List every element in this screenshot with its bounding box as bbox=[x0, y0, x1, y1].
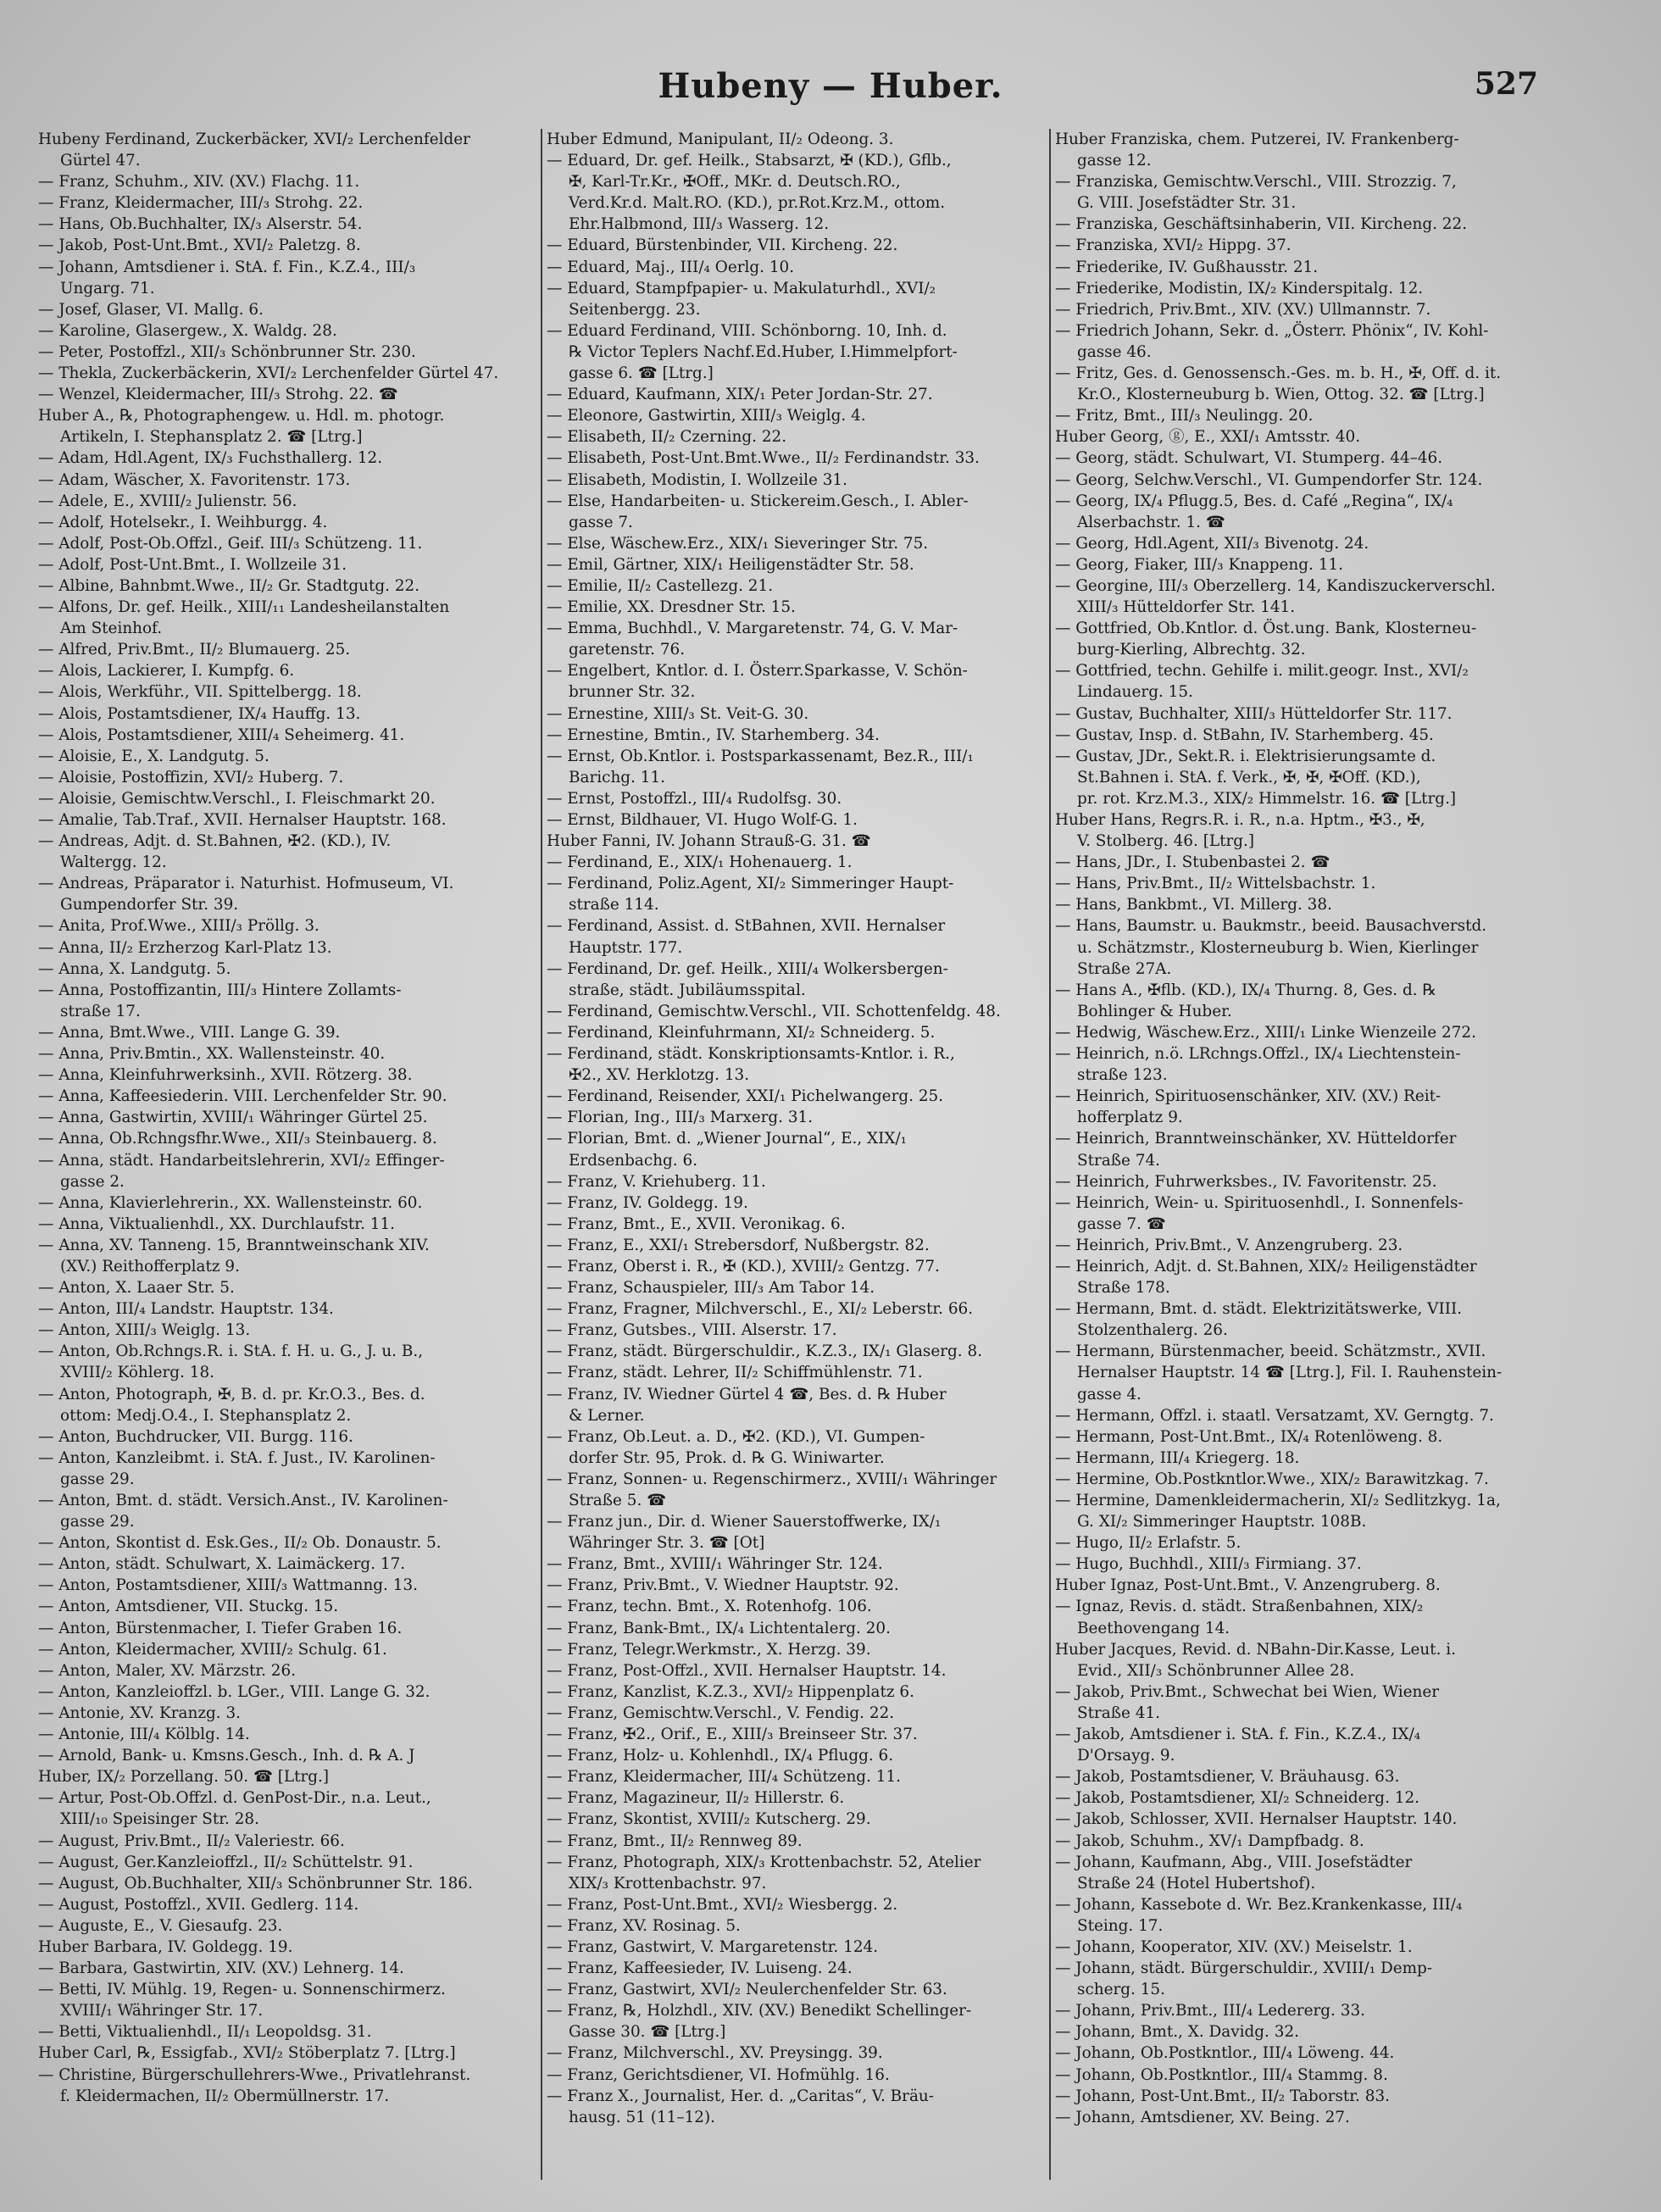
directory-entry-line: — Peter, Postoffzl., XII/₃ Schönbrunner Str. 230. bbox=[38, 342, 416, 361]
directory-entry-line: — Franz, Ob.Leut. a. D., ✠2. (KD.), VI. Gumpen- bbox=[547, 1427, 925, 1446]
directory-entry-line: — Hans, JDr., I. Stubenbastei 2. ☎ bbox=[1055, 853, 1330, 872]
directory-entry-line: f. Kleidermachen, II/₂ Obermüllnerstr. 17. bbox=[60, 2087, 390, 2105]
directory-entry-line: — Franz, Kanzlist, K.Z.3., XVI/₂ Hippenplatz 6. bbox=[547, 1682, 914, 1701]
directory-entry-line: — Franz, Kaffeesieder, IV. Luiseng. 24. bbox=[547, 1959, 853, 1978]
directory-entry-line: — Anna, XV. Tanneng. 15, Branntweinschank XIV. bbox=[38, 1236, 430, 1254]
page-title: Hubeny — Huber. bbox=[658, 66, 1003, 106]
directory-entry-line: — Karoline, Glasergew., X. Waldg. 28. bbox=[38, 321, 337, 340]
directory-entry-line: XIX/₃ Krottenbachstr. 97. bbox=[569, 1874, 767, 1892]
directory-entry-line: — Ferdinand, Poliz.Agent, XI/₂ Simmeringer Haupt- bbox=[547, 875, 954, 893]
directory-entry-line: burg-Kierling, Albrechtg. 32. bbox=[1077, 641, 1306, 659]
directory-entry-line: — Friedrich Johann, Sekr. d. „Österr. Phönix“, IV. Kohl- bbox=[1055, 321, 1489, 340]
directory-entry-line: — Hans A., ✠flb. (KD.), IX/₄ Thurng. 8, Ges. d. ℞ bbox=[1055, 981, 1436, 999]
directory-entry-line: — Hedwig, Wäschew.Erz., XIII/₁ Linke Wienzeile 272. bbox=[1055, 1023, 1476, 1042]
directory-entry-line: — Adolf, Post-Unt.Bmt., I. Wollzeile 31. bbox=[38, 555, 347, 574]
directory-entry-line: — Alfons, Dr. gef. Heilk., XIII/₁₁ Landesheilanstalten bbox=[38, 598, 450, 617]
directory-entry-line: — Georg, städt. Schulwart, VI. Stumperg. 44–46. bbox=[1055, 449, 1443, 468]
directory-entry-line: — Alois, Postamtsdiener, XIII/₄ Seheimerg. 41. bbox=[38, 725, 405, 744]
directory-entry-line: dorfer Str. 95, Prok. d. ℞ G. Winiwarter. bbox=[569, 1448, 885, 1467]
directory-entry-line: XVIII/₂ Köhlerg. 18. bbox=[60, 1364, 215, 1382]
directory-entry-line: — Johann, Kaufmann, Abg., VIII. Josefstädter bbox=[1055, 1853, 1413, 1871]
directory-entry-line: Barichg. 11. bbox=[569, 768, 666, 786]
directory-entry-line: — Ferdinand, Kleinfuhrmann, XI/₂ Schneiderg. 5. bbox=[547, 1023, 936, 1042]
directory-entry-line: gasse 29. bbox=[60, 1470, 135, 1488]
directory-entry-line: — Betti, Viktualienhdl., II/₁ Leopoldsg. 31. bbox=[38, 2023, 372, 2042]
directory-entry-line: — Hans, Ob.Buchhalter, IX/₃ Alserstr. 54. bbox=[38, 215, 363, 234]
directory-entry-line: — Ernestine, Bmtin., IV. Starhemberg. 34. bbox=[547, 725, 880, 744]
directory-entry-line: Hubeny Ferdinand, Zuckerbäcker, XVI/₂ Lerchenfelder bbox=[38, 131, 470, 148]
directory-entry-line: — Emil, Gärtner, XIX/₁ Heiligenstädter Str. 58. bbox=[547, 555, 914, 574]
directory-entry-line: — Friederike, IV. Gußhausstr. 21. bbox=[1055, 258, 1319, 276]
directory-entry-line: — Adam, Wäscher, X. Favoritenstr. 173. bbox=[38, 470, 351, 489]
directory-entry-line: u. Schätzmstr., Klosterneuburg b. Wien, Kierlinger bbox=[1077, 938, 1479, 957]
directory-entry-line: — Alois, Werkführ., VII. Spittelbergg. 18. bbox=[38, 683, 362, 702]
directory-entry-line: — Elisabeth, Post-Unt.Bmt.Wwe., II/₂ Ferdinandstr. 33. bbox=[547, 449, 980, 468]
directory-entry-line: — Franz, Holz- u. Kohlenhdl., IX/₄ Pflugg. 6. bbox=[547, 1747, 894, 1765]
directory-entry-line: Straße 27A. bbox=[1077, 959, 1172, 978]
directory-entry-line: — Anna, Gastwirtin, XVIII/₁ Währinger Gürtel 25. bbox=[38, 1109, 428, 1127]
directory-entry-line: — Anton, X. Laaer Str. 5. bbox=[38, 1279, 235, 1298]
directory-entry-line: Hernalser Hauptstr. 14 ☎ [Ltrg.], Fil. I. Rauhenstein- bbox=[1077, 1364, 1503, 1382]
directory-entry-line: gasse 29. bbox=[60, 1513, 135, 1531]
directory-entry-line: Huber Edmund, Manipulant, II/₂ Odeong. 3. bbox=[547, 131, 894, 148]
directory-entry-line: — Anna, Postoffizantin, III/₃ Hintere Zollamts- bbox=[38, 981, 402, 999]
directory-entry-line: — Thekla, Zuckerbäckerin, XVI/₂ Lerchenfelder Gürtel 47. bbox=[38, 364, 499, 383]
directory-entry-line: — Ernst, Postoffzl., III/₄ Rudolfsg. 30. bbox=[547, 789, 842, 808]
directory-entry-line: — Franz, Bmt., II/₂ Rennweg 89. bbox=[547, 1831, 803, 1850]
directory-entry-line: — Alois, Lackierer, I. Kumpfg. 6. bbox=[38, 662, 295, 681]
directory-entry-line: — Franz, E., XXI/₁ Strebersdorf, Nußbergstr. 82. bbox=[547, 1236, 930, 1254]
directory-entry-line: — Johann, Amtsdiener i. StA. f. Fin., K.Z.4., III/₃ bbox=[38, 258, 416, 276]
directory-entry-line: — Franz, IV. Goldegg. 19. bbox=[547, 1193, 748, 1212]
directory-entry-line: (XV.) Reithofferplatz 9. bbox=[60, 1257, 240, 1276]
directory-entry-line: Erdsenbachg. 6. bbox=[569, 1151, 698, 1170]
directory-entry-line: — Hermann, Bürstenmacher, beeid. Schätzmstr., XVII. bbox=[1055, 1342, 1486, 1361]
directory-entry-line: — Florian, Bmt. d. „Wiener Journal“, E., XIX/₁ bbox=[547, 1130, 908, 1148]
directory-entry-line: Huber Fanni, IV. Johann Strauß-G. 31. ☎ bbox=[547, 832, 871, 851]
directory-entry-line: — Franz, Schauspieler, III/₃ Am Tabor 14. bbox=[547, 1279, 875, 1298]
directory-entry-line: — Hugo, II/₂ Erlafstr. 5. bbox=[1055, 1534, 1242, 1553]
directory-entry-line: — Gottfried, Ob.Kntlor. d. Öst.ung. Bank, Klosterneu- bbox=[1055, 620, 1477, 638]
directory-entry-line: — Johann, Amtsdiener, XV. Being. 27. bbox=[1055, 2108, 1350, 2126]
column-3 bbox=[1055, 129, 1555, 2180]
directory-entry-line: — Franz, Bmt., XVIII/₁ Währinger Str. 124. bbox=[547, 1555, 883, 1574]
directory-entry-line: — Ernst, Bildhauer, VI. Hugo Wolf-G. 1. bbox=[547, 811, 858, 829]
directory-entry-line: straße, städt. Jubiläumsspital. bbox=[569, 981, 806, 999]
directory-entry-line: — Anna, X. Landgutg. 5. bbox=[38, 959, 231, 978]
directory-entry-line: Straße 74. bbox=[1077, 1151, 1161, 1170]
directory-entry-line: Bohlinger & Huber. bbox=[1077, 1002, 1232, 1020]
directory-entry-line: — Gustav, Buchhalter, XIII/₃ Hütteldorfer Str. 117. bbox=[1055, 704, 1453, 723]
directory-entry-line: gasse 7. bbox=[569, 513, 633, 531]
directory-entry-line: — Jakob, Schuhm., XV/₁ Dampfbadg. 8. bbox=[1055, 1831, 1364, 1850]
directory-entry-line: — Aloisie, Gemischtw.Verschl., I. Fleischmarkt 20. bbox=[38, 789, 436, 808]
directory-entry-line: — Hans, Priv.Bmt., II/₂ Wittelsbachstr. 1. bbox=[1055, 875, 1376, 893]
directory-entry-line: Waltergg. 12. bbox=[60, 853, 167, 872]
directory-entry-line: & Lerner. bbox=[569, 1406, 645, 1425]
directory-entry-line: Lindauerg. 15. bbox=[1077, 683, 1193, 702]
directory-entry-line: Straße 5. ☎ bbox=[569, 1492, 667, 1509]
directory-entry-line: — August, Ger.Kanzleioffzl., II/₂ Schüttelstr. 91. bbox=[38, 1853, 414, 1871]
directory-entry-line: — Heinrich, Branntweinschänker, XV. Hütteldorfer bbox=[1055, 1130, 1457, 1148]
directory-entry-line: Straße 178. bbox=[1077, 1279, 1170, 1298]
directory-entry-line: scherg. 15. bbox=[1077, 1981, 1165, 1999]
directory-entry-line: — Anna, II/₂ Erzherzog Karl-Platz 13. bbox=[38, 938, 332, 957]
directory-entry-line: ✠, Karl-Tr.Kr., ✠Off., MKr. d. Deutsch.RO., bbox=[569, 173, 901, 192]
directory-entry-line: Huber Ignaz, Post-Unt.Bmt., V. Anzengruberg. 8. bbox=[1055, 1576, 1441, 1595]
directory-entry-line: — Josef, Glaser, VI. Mallg. 6. bbox=[38, 300, 264, 319]
directory-entry-line: Evid., XII/₃ Schönbrunner Allee 28. bbox=[1077, 1661, 1355, 1680]
directory-entry-line: gasse 46. bbox=[1077, 342, 1152, 361]
directory-entry-line: — Florian, Ing., III/₃ Marxerg. 31. bbox=[547, 1109, 814, 1127]
directory-entry-line: — Christine, Bürgerschullehrers-Wwe., Privatlehranst. bbox=[38, 2065, 471, 2084]
directory-entry-line: Huber, IX/₂ Porzellang. 50. ☎ [Ltrg.] bbox=[38, 1768, 330, 1787]
directory-entry-line: Am Steinhof. bbox=[60, 620, 163, 638]
directory-entry-line: — Else, Wäschew.Erz., XIX/₁ Sieveringer Str. 75. bbox=[547, 534, 929, 553]
directory-entry-line: — Hans, Baumstr. u. Baukmstr., beeid. Bausachverstd. bbox=[1055, 917, 1487, 936]
directory-entry-line: — August, Postoffzl., XVII. Gedlerg. 114. bbox=[38, 1895, 359, 1914]
directory-entry-line: — Heinrich, Priv.Bmt., V. Anzengruberg. 23. bbox=[1055, 1236, 1403, 1254]
directory-entry-line: G. XI/₂ Simmeringer Hauptstr. 108B. bbox=[1077, 1513, 1367, 1531]
directory-entry-line: — Anna, Kaffeesiederin. VIII. Lerchenfelder Str. 90. bbox=[38, 1087, 447, 1106]
directory-entry-line: — Anton, Photograph, ✠, B. d. pr. Kr.O.3., Bes. d. bbox=[38, 1385, 425, 1403]
directory-entry-line: St.Bahnen i. StA. f. Verk., ✠, ✠, ✠Off. (KD.), bbox=[1077, 768, 1421, 786]
directory-entry-line: — Emilie, XX. Dresdner Str. 15. bbox=[547, 598, 796, 617]
directory-entry-line: — Jakob, Schlosser, XVII. Hernalser Hauptstr. 140. bbox=[1055, 1810, 1458, 1829]
directory-entry-line: — Hermann, Bmt. d. städt. Elektrizitätswerke, VIII. bbox=[1055, 1300, 1463, 1319]
directory-entry-line: garetenstr. 76. bbox=[569, 641, 686, 659]
directory-entry-line: — Ferdinand, städt. Konskriptionsamts-Kntlor. i. R., bbox=[547, 1045, 955, 1064]
directory-entry-line: — Franz, Kleidermacher, III/₃ Strohg. 22. bbox=[38, 194, 364, 213]
directory-entry-line: — Anton, Buchdrucker, VII. Burgg. 116. bbox=[38, 1427, 353, 1446]
directory-entry-line: Beethovengang 14. bbox=[1077, 1619, 1230, 1637]
directory-entry-line: — Heinrich, Spirituosenschänker, XIV. (XV.) Reit- bbox=[1055, 1087, 1442, 1106]
directory-entry-line: gasse 7. ☎ bbox=[1077, 1214, 1166, 1233]
directory-entry-line: D'Orsayg. 9. bbox=[1077, 1747, 1175, 1765]
directory-entry-line: — Elisabeth, Modistin, I. Wollzeile 31. bbox=[547, 470, 847, 489]
directory-entry-line: Ehr.Halbmond, III/₃ Wasserg. 12. bbox=[569, 215, 830, 234]
directory-entry-line: Seitenbergg. 23. bbox=[569, 300, 701, 319]
directory-entry-line: — Eduard, Maj., III/₄ Oerlg. 10. bbox=[547, 258, 795, 276]
directory-entry-line: — Eduard, Kaufmann, XIX/₁ Peter Jordan-Str. 27. bbox=[547, 386, 933, 404]
directory-entry-line: — Franz, Schuhm., XIV. (XV.) Flachg. 11. bbox=[38, 173, 360, 192]
directory-entry-line: — Ernestine, XIII/₃ St. Veit-G. 30. bbox=[547, 704, 809, 723]
directory-entry-line: — Franz, Milchverschl., XV. Preysingg. 39. bbox=[547, 2044, 883, 2063]
directory-entry-line: — Hermann, Post-Unt.Bmt., IX/₄ Rotenlöweng. 8. bbox=[1055, 1427, 1443, 1446]
directory-entry-line: — Engelbert, Kntlor. d. I. Österr.Sparkasse, V. Schön- bbox=[547, 662, 968, 681]
directory-entry-line: Huber Hans, Regrs.R. i. R., n.a. Hptm., ✠3., ✠, bbox=[1055, 811, 1425, 829]
directory-entry-line: — Franz, Gastwirt, V. Margaretenstr. 124. bbox=[547, 1937, 879, 1956]
directory-entry-line: — Franz, ℞, Holzhdl., XIV. (XV.) Benedikt Schellinger- bbox=[547, 2002, 972, 2020]
column-1 bbox=[38, 129, 538, 2180]
directory-entry-line: straße 114. bbox=[569, 896, 659, 914]
directory-entry-line: — Friederike, Modistin, IX/₂ Kinderspitalg. 12. bbox=[1055, 279, 1424, 297]
directory-entry-line: XIII/₃ Hütteldorfer Str. 141. bbox=[1077, 598, 1296, 617]
directory-entry-line: — Ferdinand, Reisender, XXI/₁ Pichelwangerg. 25. bbox=[547, 1087, 944, 1106]
directory-entry-line: — Elisabeth, II/₂ Czerning. 22. bbox=[547, 428, 787, 447]
directory-entry-line: — Johann, Ob.Postkntlor., III/₄ Löweng. 44. bbox=[1055, 2044, 1395, 2063]
directory-entry-line: — Johann, Kassebote d. Wr. Bez.Krankenkasse, III/₄ bbox=[1055, 1895, 1463, 1914]
directory-entry-line: — Gustav, JDr., Sekt.R. i. Elektrisierungsamte d. bbox=[1055, 747, 1436, 765]
directory-entry-line: — Franz, Photograph, XIX/₃ Krottenbachstr. 52, Atelier bbox=[547, 1853, 981, 1871]
directory-entry-line: — Alois, Postamtsdiener, IX/₄ Hauffg. 13. bbox=[38, 704, 361, 723]
directory-entry-line: — Georg, Selchw.Verschl., VI. Gumpendorfer Str. 124. bbox=[1055, 470, 1483, 489]
directory-entry-line: — Anna, Priv.Bmtin., XX. Wallensteinstr. 40. bbox=[38, 1045, 386, 1064]
directory-entry-line: Verd.Kr.d. Malt.RO. (KD.), pr.Rot.Krz.M., ottom. bbox=[569, 194, 946, 213]
directory-entry-line: Straße 24 (Hotel Hubertshof). bbox=[1077, 1874, 1316, 1892]
directory-entry-line: — Franz, städt. Bürgerschuldir., K.Z.3., IX/₁ Glaserg. 8. bbox=[547, 1342, 983, 1361]
directory-entry-line: Hauptstr. 177. bbox=[569, 938, 683, 957]
directory-entry-line: ℞ Victor Teplers Nachf.Ed.Huber, I.Himmelpfort- bbox=[569, 342, 958, 361]
directory-entry-line: Alserbachstr. 1. ☎ bbox=[1077, 513, 1225, 531]
directory-entry-line: — Franz jun., Dir. d. Wiener Sauerstoffwerke, IX/₁ bbox=[547, 1513, 942, 1531]
directory-entry-line: — Franz, Kleidermacher, III/₄ Schützeng. 11. bbox=[547, 1768, 902, 1787]
directory-entry-line: — Johann, Ob.Postkntlor., III/₄ Stammg. 8. bbox=[1055, 2065, 1388, 2084]
page-number: 527 bbox=[1474, 66, 1538, 102]
directory-entry-line: — Gustav, Insp. d. StBahn, IV. Starhemberg. 45. bbox=[1055, 725, 1434, 744]
directory-entry-line: — Georg, IX/₄ Pflugg.5, Bes. d. Café „Regina“, IX/₄ bbox=[1055, 492, 1453, 510]
directory-entry-line: — Amalie, Tab.Traf., XVII. Hernalser Hauptstr. 168. bbox=[38, 811, 447, 829]
directory-entry-line: — Franz, IV. Wiedner Gürtel 4 ☎, Bes. d. ℞ Huber bbox=[547, 1385, 947, 1403]
directory-entry-line: — Franz X., Journalist, Her. d. „Caritas“, V. Bräu- bbox=[547, 2087, 934, 2105]
directory-entry-line: — Anton, XIII/₃ Weiglg. 13. bbox=[38, 1321, 251, 1340]
directory-entry-line: — Auguste, E., V. Giesaufg. 23. bbox=[38, 1916, 283, 1935]
directory-entry-line: — Anton, III/₄ Landstr. Hauptstr. 134. bbox=[38, 1300, 334, 1319]
directory-entry-line: — Johann, Kooperator, XIV. (XV.) Meiselstr. 1. bbox=[1055, 1937, 1413, 1956]
directory-entry-line: — Gottfried, techn. Gehilfe i. milit.geogr. Inst., XVI/₂ bbox=[1055, 662, 1469, 681]
directory-entry-line: Gürtel 47. bbox=[60, 152, 141, 170]
directory-entry-line: straße 17. bbox=[60, 1002, 141, 1020]
directory-entry-line: — Andreas, Präparator i. Naturhist. Hofmuseum, VI. bbox=[38, 875, 454, 893]
directory-entry-line: — Anna, Viktualienhdl., XX. Durchlaufstr. 11. bbox=[38, 1214, 396, 1233]
directory-entry-line: gasse 4. bbox=[1077, 1385, 1142, 1403]
directory-entry-line: — Ernst, Ob.Kntlor. i. Postsparkassenamt, Bez.R., III/₁ bbox=[547, 747, 974, 765]
directory-entry-line: — Hermann, III/₄ Kriegerg. 18. bbox=[1055, 1448, 1300, 1467]
directory-entry-line: — Emma, Buchhdl., V. Margaretenstr. 74, G. V. Mar- bbox=[547, 620, 958, 638]
directory-entry-line: — Ferdinand, Dr. gef. Heilk., XIII/₄ Wolkersbergen- bbox=[547, 959, 948, 978]
directory-entry-line: — Friedrich, Priv.Bmt., XIV. (XV.) Ullmannstr. 7. bbox=[1055, 300, 1431, 319]
directory-entry-line: — Anna, Ob.Rchngsfhr.Wwe., XII/₃ Steinbauerg. 8. bbox=[38, 1130, 437, 1148]
directory-entry-line: — Franz, Gastwirt, XVI/₂ Neulerchenfelder Str. 63. bbox=[547, 1981, 947, 1999]
directory-entry-line: — Anton, Skontist d. Esk.Ges., II/₂ Ob. Donaustr. 5. bbox=[38, 1534, 442, 1553]
directory-entry-line: — Franz, Gerichtsdiener, VI. Hofmühlg. 16. bbox=[547, 2065, 890, 2084]
directory-entry-line: hausg. 51 (11–12). bbox=[569, 2108, 715, 2126]
directory-entry-line: — Ferdinand, Assist. d. StBahnen, XVII. Hernalser bbox=[547, 917, 946, 936]
directory-entry-line: gasse 12. bbox=[1077, 152, 1152, 170]
directory-entry-line: — Alfred, Priv.Bmt., II/₂ Blumauerg. 25. bbox=[38, 641, 351, 659]
directory-entry-line: — Emilie, II/₂ Castellezg. 21. bbox=[547, 576, 774, 595]
directory-entry-line: — Fritz, Bmt., III/₃ Neulingg. 20. bbox=[1055, 407, 1314, 425]
directory-entry-line: brunner Str. 32. bbox=[569, 683, 696, 702]
directory-entry-line: — Franz, Post-Unt.Bmt., XVI/₂ Wiesbergg. 2. bbox=[547, 1895, 898, 1914]
directory-entry-line: — Anton, städt. Schulwart, X. Laimäckerg. 17. bbox=[38, 1555, 406, 1574]
directory-entry-line: — Aloisie, E., X. Landgutg. 5. bbox=[38, 747, 269, 765]
directory-entry-line: — Franz, V. Kriehuberg. 11. bbox=[547, 1172, 766, 1191]
directory-entry-line: — Hermine, Damenkleidermacherin, XI/₂ Sedlitzkyg. 1a, bbox=[1055, 1492, 1501, 1509]
directory-entry-line: — Wenzel, Kleidermacher, III/₃ Strohg. 22. ☎ bbox=[38, 386, 398, 404]
directory-entry-line: Gasse 30. ☎ [Ltrg.] bbox=[569, 2023, 726, 2042]
directory-entry-line: — Hermann, Offzl. i. staatl. Versatzamt, XV. Gerngtg. 7. bbox=[1055, 1406, 1494, 1425]
directory-entry-line: — Fritz, Ges. d. Genossensch.-Ges. m. b. H., ✠, Off. d. it. bbox=[1055, 364, 1502, 383]
directory-entry-line: — Arnold, Bank- u. Kmsns.Gesch., Inh. d. ℞ A. J bbox=[38, 1747, 415, 1765]
directory-entry-line: — Jakob, Priv.Bmt., Schwechat bei Wien, Wiener bbox=[1055, 1682, 1440, 1701]
directory-entry-line: Huber Georg, ⓖ, E., XXI/₁ Amtsstr. 40. bbox=[1055, 428, 1361, 447]
column-2 bbox=[547, 129, 1047, 2180]
directory-entry-line: — Georgine, III/₃ Oberzellerg. 14, Kandiszuckerverschl. bbox=[1055, 576, 1496, 595]
directory-entry-line: — Heinrich, Adjt. d. St.Bahnen, XIX/₂ Heiligenstädter bbox=[1055, 1257, 1477, 1276]
directory-entry-line: — Ferdinand, E., XIX/₁ Hohenauerg. 1. bbox=[547, 853, 853, 872]
directory-entry-line: — Anna, städt. Handarbeitslehrerin, XVI/₂ Effinger- bbox=[38, 1151, 445, 1170]
directory-entry-line: — Eduard Ferdinand, VIII. Schönborng. 10, Inh. d. bbox=[547, 321, 947, 340]
directory-entry-line: — Eduard, Stampfpapier- u. Makulaturhdl., XVI/₂ bbox=[547, 279, 936, 297]
directory-entry-line: — Ignaz, Revis. d. städt. Straßenbahnen, XIX/₂ bbox=[1055, 1598, 1424, 1616]
column-divider bbox=[541, 129, 542, 2180]
directory-entry-line: — Jakob, Postamtsdiener, V. Bräuhausg. 63. bbox=[1055, 1768, 1400, 1787]
directory-entry-line: Straße 41. bbox=[1077, 1703, 1161, 1722]
directory-entry-line: — Hugo, Buchhdl., XIII/₃ Firmiang. 37. bbox=[1055, 1555, 1362, 1574]
directory-entry-line: straße 123. bbox=[1077, 1066, 1168, 1085]
directory-entry-line: — August, Ob.Buchhalter, XII/₃ Schönbrunner Str. 186. bbox=[38, 1874, 473, 1892]
directory-entry-line: — Georg, Fiaker, III/₃ Knappeng. 11. bbox=[1055, 555, 1343, 574]
directory-entry-line: — Hans, Bankbmt., VI. Millerg. 38. bbox=[1055, 896, 1332, 914]
directory-entry-line: — Anton, Maler, XV. Märzstr. 26. bbox=[38, 1661, 297, 1680]
directory-entry-line: Huber Jacques, Revid. d. NBahn-Dir.Kasse, Leut. i. bbox=[1055, 1640, 1456, 1659]
directory-entry-line: — Eduard, Dr. gef. Heilk., Stabsarzt, ✠ (KD.), Gflb., bbox=[547, 152, 952, 170]
directory-entry-line: — Eduard, Bürstenbinder, VII. Kircheng. 22. bbox=[547, 236, 898, 255]
directory-entry-line: — Johann, Priv.Bmt., III/₄ Ledererg. 33. bbox=[1055, 2002, 1365, 2020]
directory-entry-line: — Franz, Fragner, Milchverschl., E., XI/₂ Leberstr. 66. bbox=[547, 1300, 974, 1319]
directory-entry-line: — Jakob, Postamtsdiener, XI/₂ Schneiderg. 12. bbox=[1055, 1789, 1420, 1808]
directory-entry-line: G. VIII. Josefstädter Str. 31. bbox=[1077, 194, 1297, 213]
directory-entry-line: — Anton, Kleidermacher, XVIII/₂ Schulg. 61. bbox=[38, 1640, 387, 1659]
directory-entry-line: gasse 2. bbox=[60, 1172, 125, 1191]
directory-entry-line: — Adele, E., XVIII/₂ Julienstr. 56. bbox=[38, 492, 297, 510]
directory-entry-line: — Franz, Bank-Bmt., IX/₄ Lichtentalerg. 20. bbox=[547, 1619, 891, 1637]
directory-entry-line: Kr.O., Klosterneuburg b. Wien, Ottog. 32. ☎ [Ltrg.] bbox=[1077, 386, 1485, 404]
directory-entry-line: — Adolf, Post-Ob.Offzl., Geif. III/₃ Schützeng. 11. bbox=[38, 534, 423, 553]
directory-entry-line: — Franz, techn. Bmt., X. Rotenhofg. 106. bbox=[547, 1598, 872, 1616]
directory-entry-line: — Franziska, XVI/₂ Hippg. 37. bbox=[1055, 236, 1292, 255]
directory-entry-line: — Franziska, Geschäftsinhaberin, VII. Kircheng. 22. bbox=[1055, 215, 1468, 234]
directory-entry-line: V. Stolberg. 46. [Ltrg.] bbox=[1077, 832, 1255, 851]
directory-entry-line: — Anton, Kanzleioffzl. b. LGer., VIII. Lange G. 32. bbox=[38, 1682, 431, 1701]
directory-entry-line: — Anton, Amtsdiener, VII. Stuckg. 15. bbox=[38, 1598, 339, 1616]
directory-entry-line: — Eleonore, Gastwirtin, XIII/₃ Weiglg. 4. bbox=[547, 407, 866, 425]
directory-entry-line: — Franz, Priv.Bmt., V. Wiedner Hauptstr. 92. bbox=[547, 1576, 899, 1595]
directory-entry-line: — Albine, Bahnbmt.Wwe., II/₂ Gr. Stadtgutg. 22. bbox=[38, 576, 420, 595]
directory-entry-line: — Franz, Oberst i. R., ✠ (KD.), XVIII/₂ Gentzg. 77. bbox=[547, 1257, 940, 1276]
directory-entry-line: — Johann, städt. Bürgerschuldir., XVIII/₁ Demp- bbox=[1055, 1959, 1433, 1978]
directory-entry-line: — Adam, Hdl.Agent, IX/₃ Fuchsthallerg. 12. bbox=[38, 449, 383, 468]
directory-entry-line: — Anita, Prof.Wwe., XIII/₃ Pröllg. 3. bbox=[38, 917, 319, 936]
directory-entry-line: — Aloisie, Postoffizin, XVI/₂ Huberg. 7. bbox=[38, 768, 344, 786]
directory-entry-line: — Anton, Kanzleibmt. i. StA. f. Just., IV. Karolinen- bbox=[38, 1448, 436, 1467]
directory-entry-line: gasse 6. ☎ [Ltrg.] bbox=[569, 364, 714, 383]
directory-entry-line: — Barbara, Gastwirtin, XIV. (XV.) Lehnerg. 14. bbox=[38, 1959, 404, 1978]
directory-entry-line: — Heinrich, Wein- u. Spirituosenhdl., I. Sonnenfels- bbox=[1055, 1193, 1464, 1212]
directory-entry-line: XVIII/₁ Währinger Str. 17. bbox=[60, 2002, 264, 2020]
directory-entry-line: Huber A., ℞, Photographengew. u. Hdl. m. photogr. bbox=[38, 407, 445, 425]
directory-entry-line: — Franz, Gutsbes., VIII. Alserstr. 17. bbox=[547, 1321, 837, 1340]
directory-entry-line: — Jakob, Post-Unt.Bmt., XVI/₂ Paletzg. 8. bbox=[38, 236, 361, 255]
directory-entry-line: — Heinrich, n.ö. LRchngs.Offzl., IX/₄ Liechtenstein- bbox=[1055, 1045, 1461, 1064]
directory-entry-line: — Franz, Post-Offzl., XVII. Hernalser Hauptstr. 14. bbox=[547, 1661, 947, 1680]
directory-entry-line: Ungarg. 71. bbox=[60, 279, 155, 297]
directory-entry-line: — Anton, Bürstenmacher, I. Tiefer Graben 16. bbox=[38, 1619, 403, 1637]
directory-entry-line: pr. rot. Krz.M.3., XIX/₂ Himmelstr. 16. ☎ [Ltrg.] bbox=[1077, 789, 1457, 808]
directory-entry-line: — Artur, Post-Ob.Offzl. d. GenPost-Dir., n.a. Leut., bbox=[38, 1789, 431, 1808]
directory-entry-line: — Franz, ✠2., Orif., E., XIII/₃ Breinseer Str. 37. bbox=[547, 1726, 918, 1744]
directory-entry-line: — Georg, Hdl.Agent, XII/₃ Bivenotg. 24. bbox=[1055, 534, 1369, 553]
directory-entry-line: — Franz, Skontist, XVIII/₂ Kutscherg. 29. bbox=[547, 1810, 871, 1829]
directory-entry-line: — Anna, Kleinfuhrwerksinh., XVII. Rötzerg. 38. bbox=[38, 1066, 413, 1085]
directory-entry-line: — Franz, Gemischtw.Verschl., V. Fendig. 22. bbox=[547, 1703, 895, 1722]
directory-entry-line: — Franz, Sonnen- u. Regenschirmerz., XVIII/₁ Währinger bbox=[547, 1470, 997, 1488]
directory-entry-line: — Franziska, Gemischtw.Verschl., VIII. Strozzig. 7, bbox=[1055, 173, 1457, 192]
directory-entry-line: — Anton, Postamtsdiener, XIII/₃ Wattmanng. 13. bbox=[38, 1576, 419, 1595]
directory-entry-line: — Anna, Bmt.Wwe., VIII. Lange G. 39. bbox=[38, 1023, 341, 1042]
directory-entry-line: — Anna, Klavierlehrerin., XX. Wallensteinstr. 60. bbox=[38, 1193, 423, 1212]
directory-entry-line: — Franz, Magazineur, II/₂ Hillerstr. 6. bbox=[547, 1789, 845, 1808]
directory-entry-line: hofferplatz 9. bbox=[1077, 1109, 1183, 1127]
directory-entry-line: ottom: Medj.O.4., I. Stephansplatz 2. bbox=[60, 1406, 352, 1425]
directory-entry-line: — Hermine, Ob.Postkntlor.Wwe., XIX/₂ Barawitzkag. 7. bbox=[1055, 1470, 1489, 1488]
directory-entry-line: — Anton, Bmt. d. städt. Versich.Anst., IV. Karolinen- bbox=[38, 1492, 448, 1509]
directory-entry-line: — Ferdinand, Gemischtw.Verschl., VII. Schottenfeldg. 48. bbox=[547, 1002, 1001, 1020]
directory-entry-line: Huber Carl, ℞, Essigfab., XVI/₂ Stöberplatz 7. [Ltrg.] bbox=[38, 2044, 456, 2063]
directory-entry-line: Huber Barbara, IV. Goldegg. 19. bbox=[38, 1937, 293, 1956]
directory-entry-line: — August, Priv.Bmt., II/₂ Valeriestr. 66. bbox=[38, 1831, 345, 1850]
directory-entry-line: — Johann, Bmt., X. Davidg. 32. bbox=[1055, 2023, 1300, 2042]
directory-entry-line: — Heinrich, Fuhrwerksbes., IV. Favoritenstr. 25. bbox=[1055, 1172, 1437, 1191]
directory-entry-line: ✠2., XV. Herklotzg. 13. bbox=[569, 1066, 750, 1085]
page-header bbox=[0, 66, 1661, 117]
directory-entry-line: — Adolf, Hotelsekr., I. Weihburgg. 4. bbox=[38, 513, 328, 531]
directory-entry-line: Steing. 17. bbox=[1077, 1916, 1164, 1935]
directory-entry-line: Währinger Str. 3. ☎ [Ot] bbox=[569, 1534, 765, 1553]
column-divider bbox=[1049, 129, 1051, 2180]
directory-entry-line: Stolzenthalerg. 26. bbox=[1077, 1321, 1228, 1340]
directory-entry-line: — Franz, XV. Rosinag. 5. bbox=[547, 1916, 741, 1935]
directory-entry-line: — Andreas, Adjt. d. St.Bahnen, ✠2. (KD.), IV. bbox=[38, 832, 392, 851]
directory-entry-line: Huber Franziska, chem. Putzerei, IV. Frankenberg- bbox=[1055, 131, 1459, 148]
directory-entry-line: — Antonie, III/₄ Kölblg. 14. bbox=[38, 1726, 250, 1744]
directory-entry-line: Artikeln, I. Stephansplatz 2. ☎ [Ltrg.] bbox=[60, 428, 363, 447]
directory-entry-line: — Antonie, XV. Kranzg. 3. bbox=[38, 1703, 242, 1722]
directory-entry-line: — Franz, Bmt., E., XVII. Veronikag. 6. bbox=[547, 1214, 846, 1233]
directory-entry-line: Gumpendorfer Str. 39. bbox=[60, 896, 239, 914]
directory-entry-line: — Else, Handarbeiten- u. Stickereim.Gesch., I. Abler- bbox=[547, 492, 969, 510]
directory-entry-line: XIII/₁₀ Speisinger Str. 28. bbox=[60, 1810, 259, 1829]
directory-entry-line: — Franz, Telegr.Werkmstr., X. Herzg. 39. bbox=[547, 1640, 871, 1659]
directory-entry-line: — Johann, Post-Unt.Bmt., II/₂ Taborstr. 83. bbox=[1055, 2087, 1390, 2105]
directory-entry-line: — Betti, IV. Mühlg. 19, Regen- u. Sonnenschirmerz. bbox=[38, 1981, 446, 1999]
directory-entry-line: — Anton, Ob.Rchngs.R. i. StA. f. H. u. G., J. u. B., bbox=[38, 1342, 424, 1361]
directory-entry-line: — Jakob, Amtsdiener i. StA. f. Fin., K.Z.4., IX/₄ bbox=[1055, 1726, 1421, 1744]
directory-entry-line: — Franz, städt. Lehrer, II/₂ Schiffmühlenstr. 71. bbox=[547, 1364, 923, 1382]
